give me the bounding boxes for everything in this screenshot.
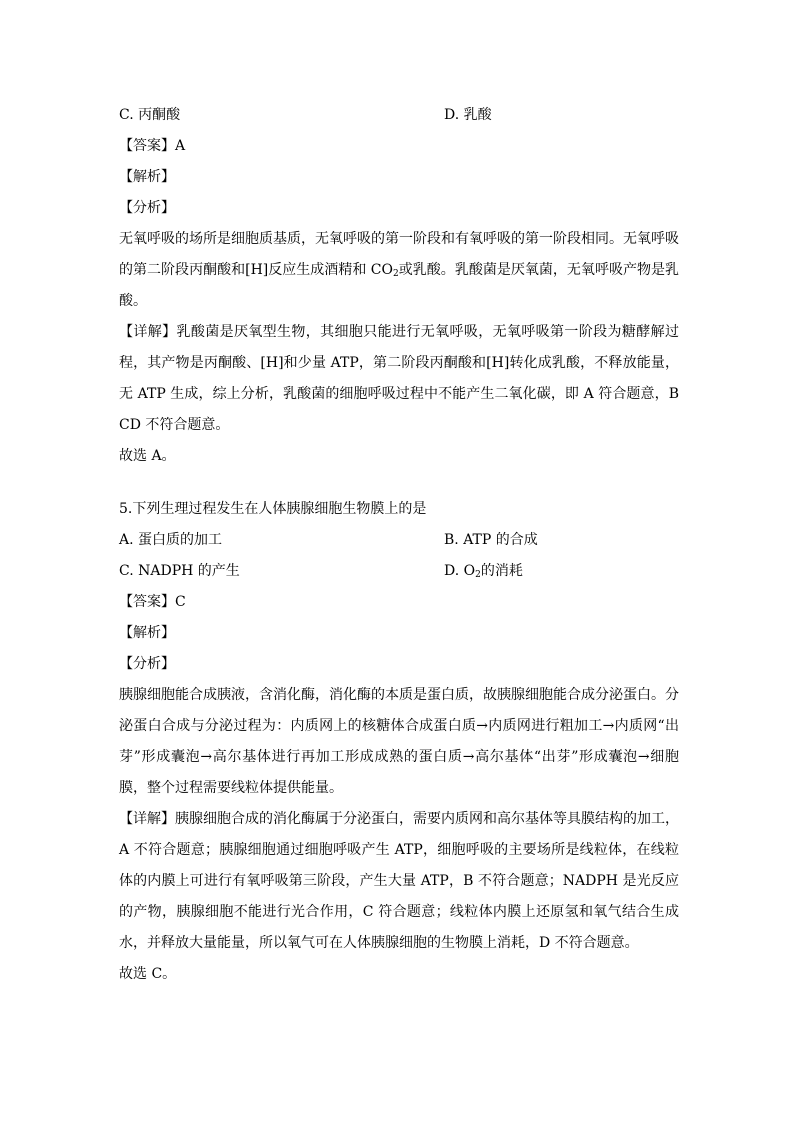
q4-option-c: C. 丙酮酸 bbox=[119, 107, 181, 123]
q5-options-row-1 bbox=[119, 525, 679, 556]
q4-analysis-header: 【解析】 bbox=[119, 169, 175, 185]
q5-option-d-post: 的消耗 bbox=[480, 563, 523, 579]
q5-fenxi-header: 【分析】 bbox=[119, 656, 175, 672]
q5-option-d bbox=[444, 556, 679, 587]
q5-analysis-header: 【解析】 bbox=[119, 625, 175, 641]
q4-option-d: D. 乳酸 bbox=[444, 107, 492, 123]
q5-option-d-subscript: 2 bbox=[475, 570, 481, 580]
q4-options-row bbox=[119, 100, 679, 131]
q4-analysis-subscript: 2 bbox=[393, 269, 399, 279]
q4-analysis-text-b: 或乳酸。乳酸菌是厌氧菌，无氧呼吸产物是乳酸。 bbox=[119, 262, 680, 309]
q4-analysis-text-a: 无氧呼吸的场所是细胞质基质，无氧呼吸的第一阶段和有氧呼吸的第一阶段相同。无氧呼吸的第二阶段丙酮酸和[H]反应生成酒精和 CO bbox=[119, 231, 679, 278]
q5-option-d-pre: D. O bbox=[444, 563, 476, 579]
q5-answer: 【答案】C bbox=[119, 594, 186, 610]
q5-stem: 5.下列生理过程发生在人体胰腺细胞生物膜上的是 bbox=[119, 501, 427, 517]
q5-option-a: A. 蛋白质的加工 bbox=[119, 532, 223, 548]
q5-options-row-2 bbox=[119, 556, 679, 587]
q5-option-c: C. NADPH 的产生 bbox=[119, 563, 240, 579]
q5-conclusion: 故选 C。 bbox=[119, 966, 177, 982]
q4-analysis-paragraph bbox=[119, 224, 679, 317]
q5-analysis-paragraph: 胰腺细胞能合成胰液，含消化酶，消化酶的本质是蛋白质，故胰腺细胞能合成分泌蛋白。分泌蛋白合成与分泌过程为：内质网上的核糖体合成蛋白质→内质网进行粗加工→内质网“出芽”形成囊泡→高尔基体进行再加工形成成熟的蛋白质→高尔基体“出芽”形成囊泡→细胞膜，整个过程需要线粒体提供能量。 bbox=[119, 687, 679, 796]
q4-answer: 【答案】A bbox=[119, 138, 186, 154]
q5-option-b: B. ATP 的合成 bbox=[444, 532, 538, 548]
q4-fenxi-header: 【分析】 bbox=[119, 200, 175, 216]
q4-conclusion: 故选 A。 bbox=[119, 448, 176, 464]
q4-detail-paragraph: 【详解】乳酸菌是厌氧型生物，其细胞只能进行无氧呼吸，无氧呼吸第一阶段为糖酵解过程，其产物是丙酮酸、[H]和少量 ATP，第二阶段丙酮酸和[H]转化成乳酸，不释放能量，无 ATP 生成，综上分析，乳酸菌的细胞呼吸过程中不能产生二氧化碳，即 A 符合题意，BCD 不符合题意。 bbox=[119, 324, 679, 433]
q5-detail-paragraph: 【详解】胰腺细胞合成的消化酶属于分泌蛋白，需要内质网和高尔基体等具膜结构的加工，A 不符合题意；胰腺细胞通过细胞呼吸产生 ATP，细胞呼吸的主要场所是线粒体，在线粒体的内膜上可进行有氧呼吸第三阶段，产生大量 ATP，B 不符合题意；NADPH 是光反应的产物，胰腺细胞不能进行光合作用，C 符合题意；线粒体内膜上还原氢和氧气结合生成水，并释放大量能量，所以氧气可在人体胰腺细胞的生物膜上消耗，D 不符合题意。 bbox=[119, 811, 679, 951]
question-separator bbox=[119, 472, 679, 494]
document-page bbox=[119, 100, 679, 990]
